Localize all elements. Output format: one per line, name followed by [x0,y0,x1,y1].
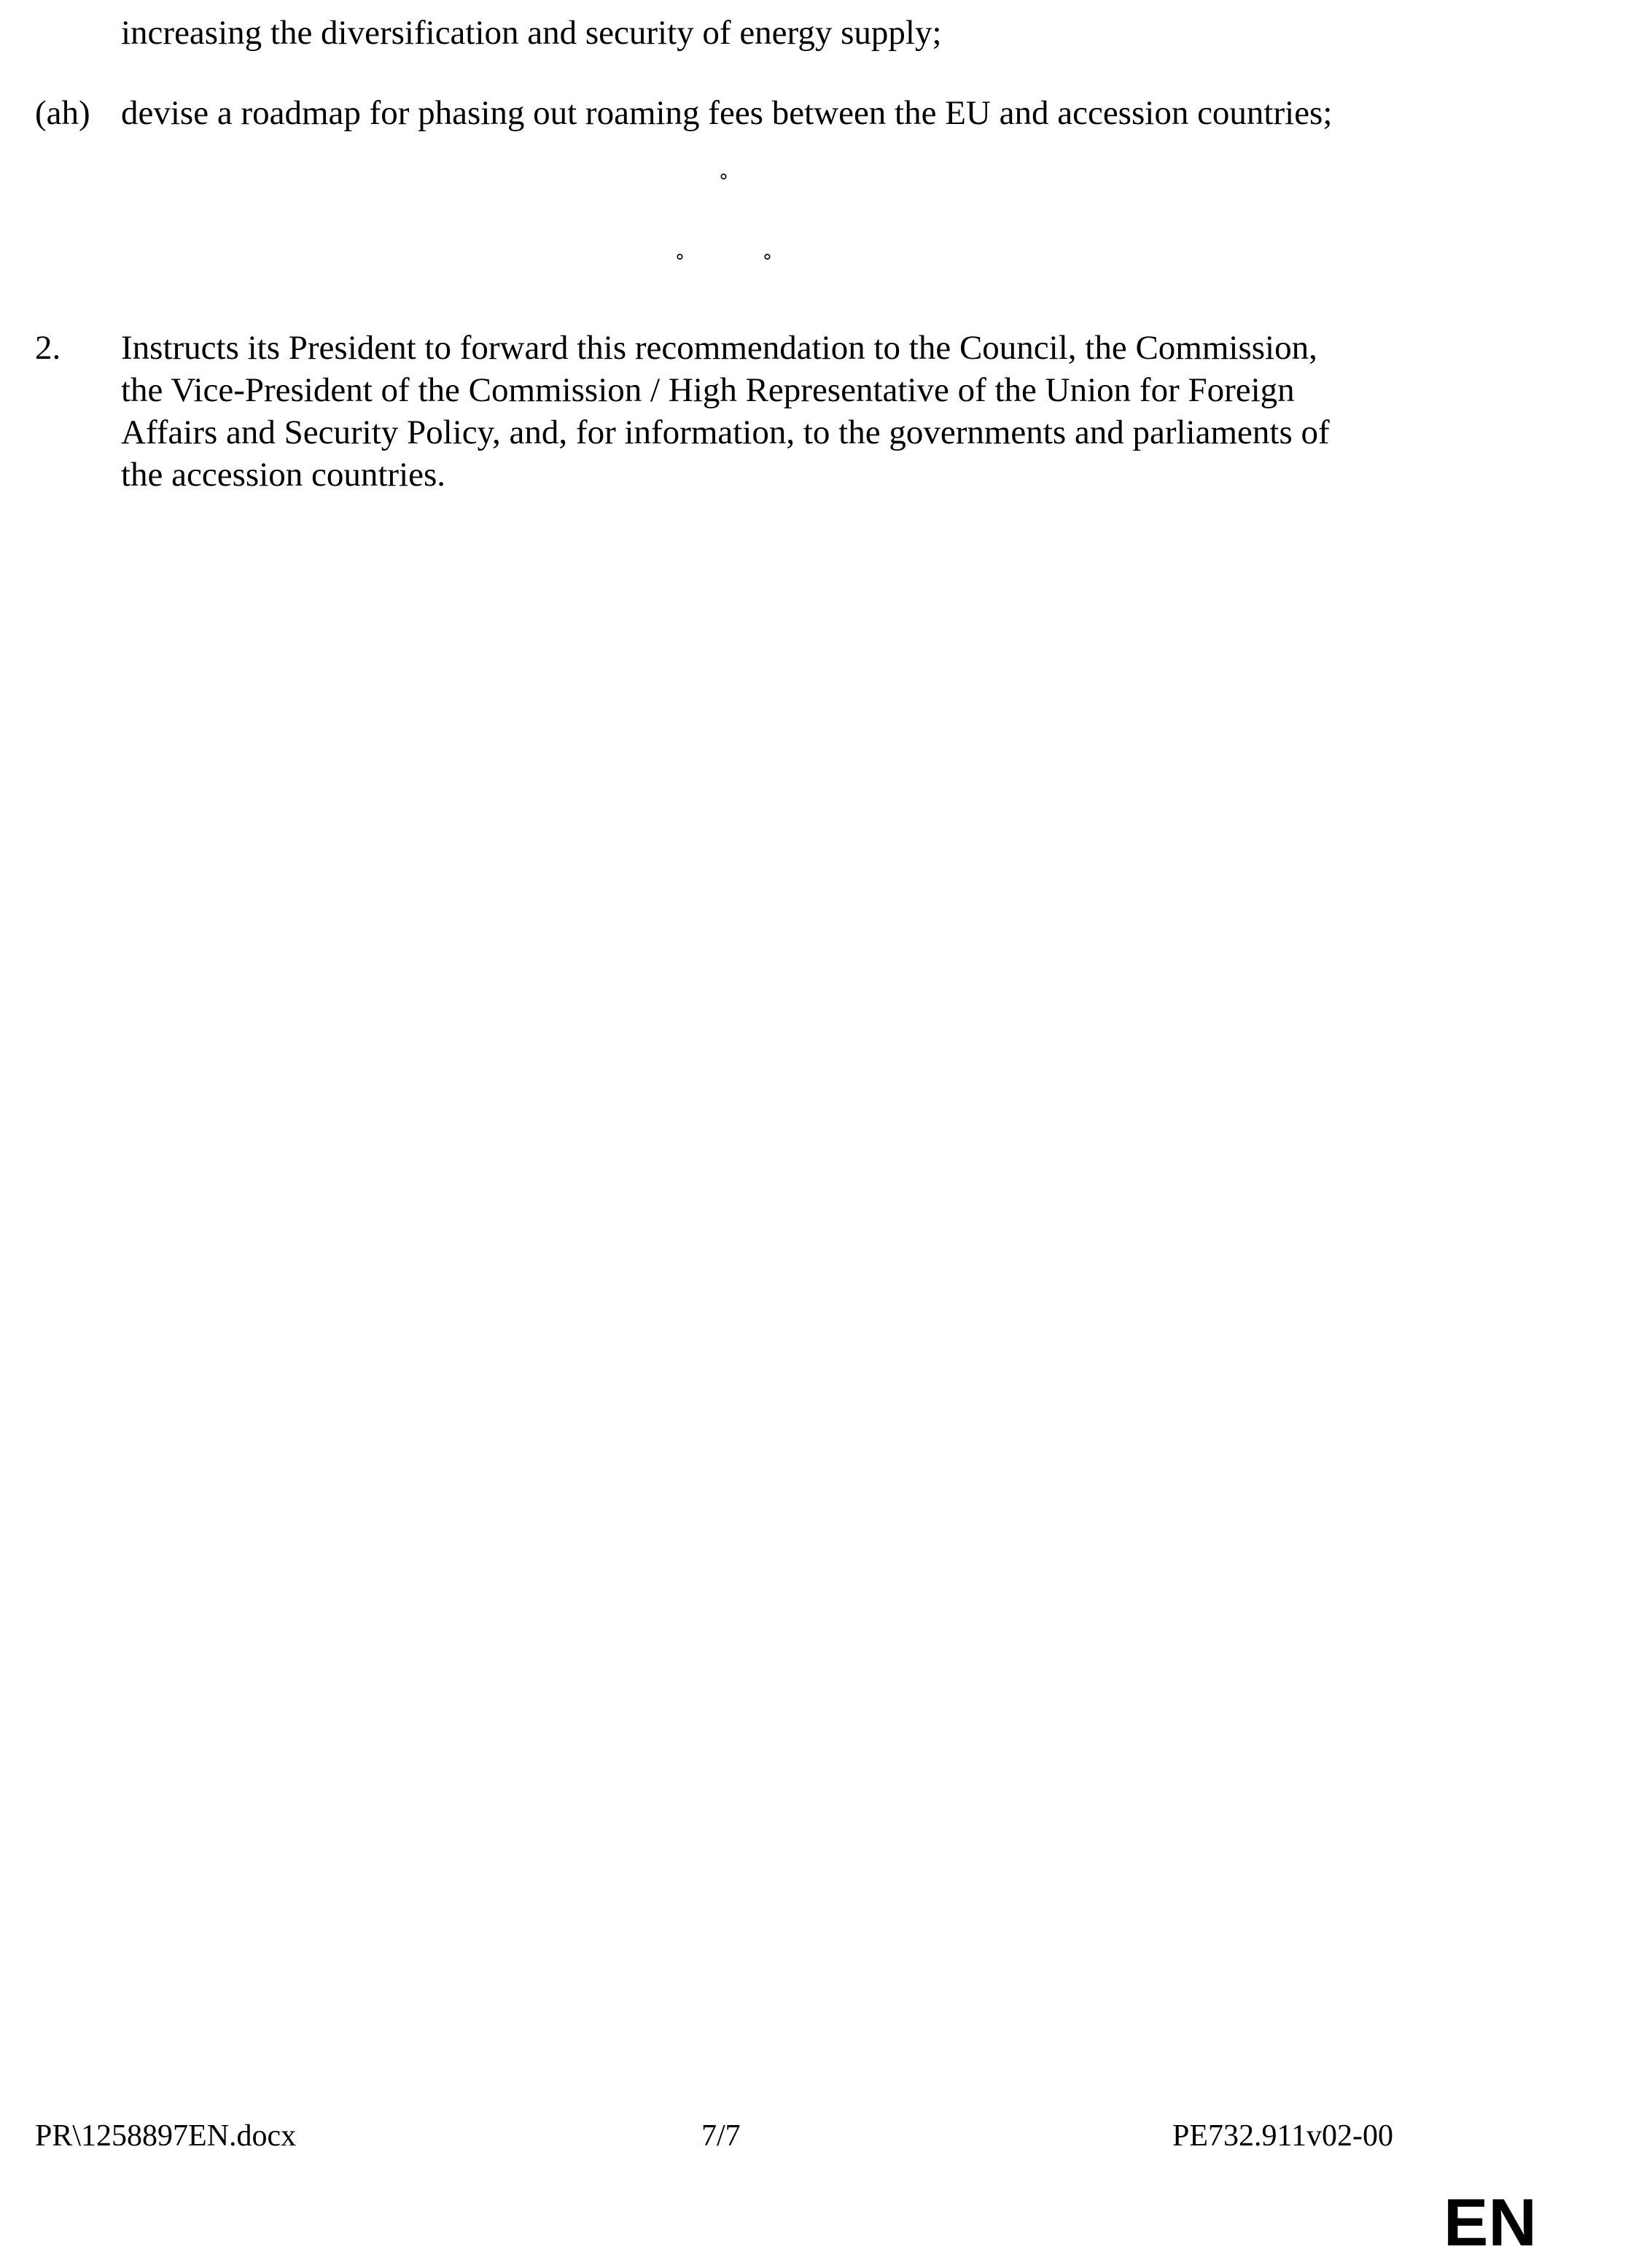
paragraph-2-line: the accession countries. [121,456,446,494]
continuation-line: increasing the diversification and security of energy supply; [121,14,942,52]
paragraph-2-line: Instructs its President to forward this recommendation to the Council, the Commission, [121,329,1317,367]
separator-symbol-right: ° [763,251,772,273]
separator-symbol-left: ° [675,251,685,273]
paragraph-2-text [121,327,1506,496]
item-ah-label: (ah) [35,94,90,132]
separator-symbol-top: ° [719,171,728,193]
footer-page-number: 7/7 [701,2119,741,2153]
footer-pe-number: PE732.911v02-00 [1172,2119,1393,2153]
paragraph-2-line: Affairs and Security Policy, and, for information, to the governments and parliaments of [121,413,1330,451]
item-ah-text: devise a roadmap for phasing out roaming fees between the EU and accession countries; [121,94,1333,132]
language-code: EN [1444,2186,1537,2260]
paragraph-2-number: 2. [35,329,61,367]
paragraph-2-line: the Vice-President of the Commission / High Representative of the Union for Foreign [121,371,1295,409]
footer-doc-ref: PR\1258897EN.docx [35,2119,297,2153]
